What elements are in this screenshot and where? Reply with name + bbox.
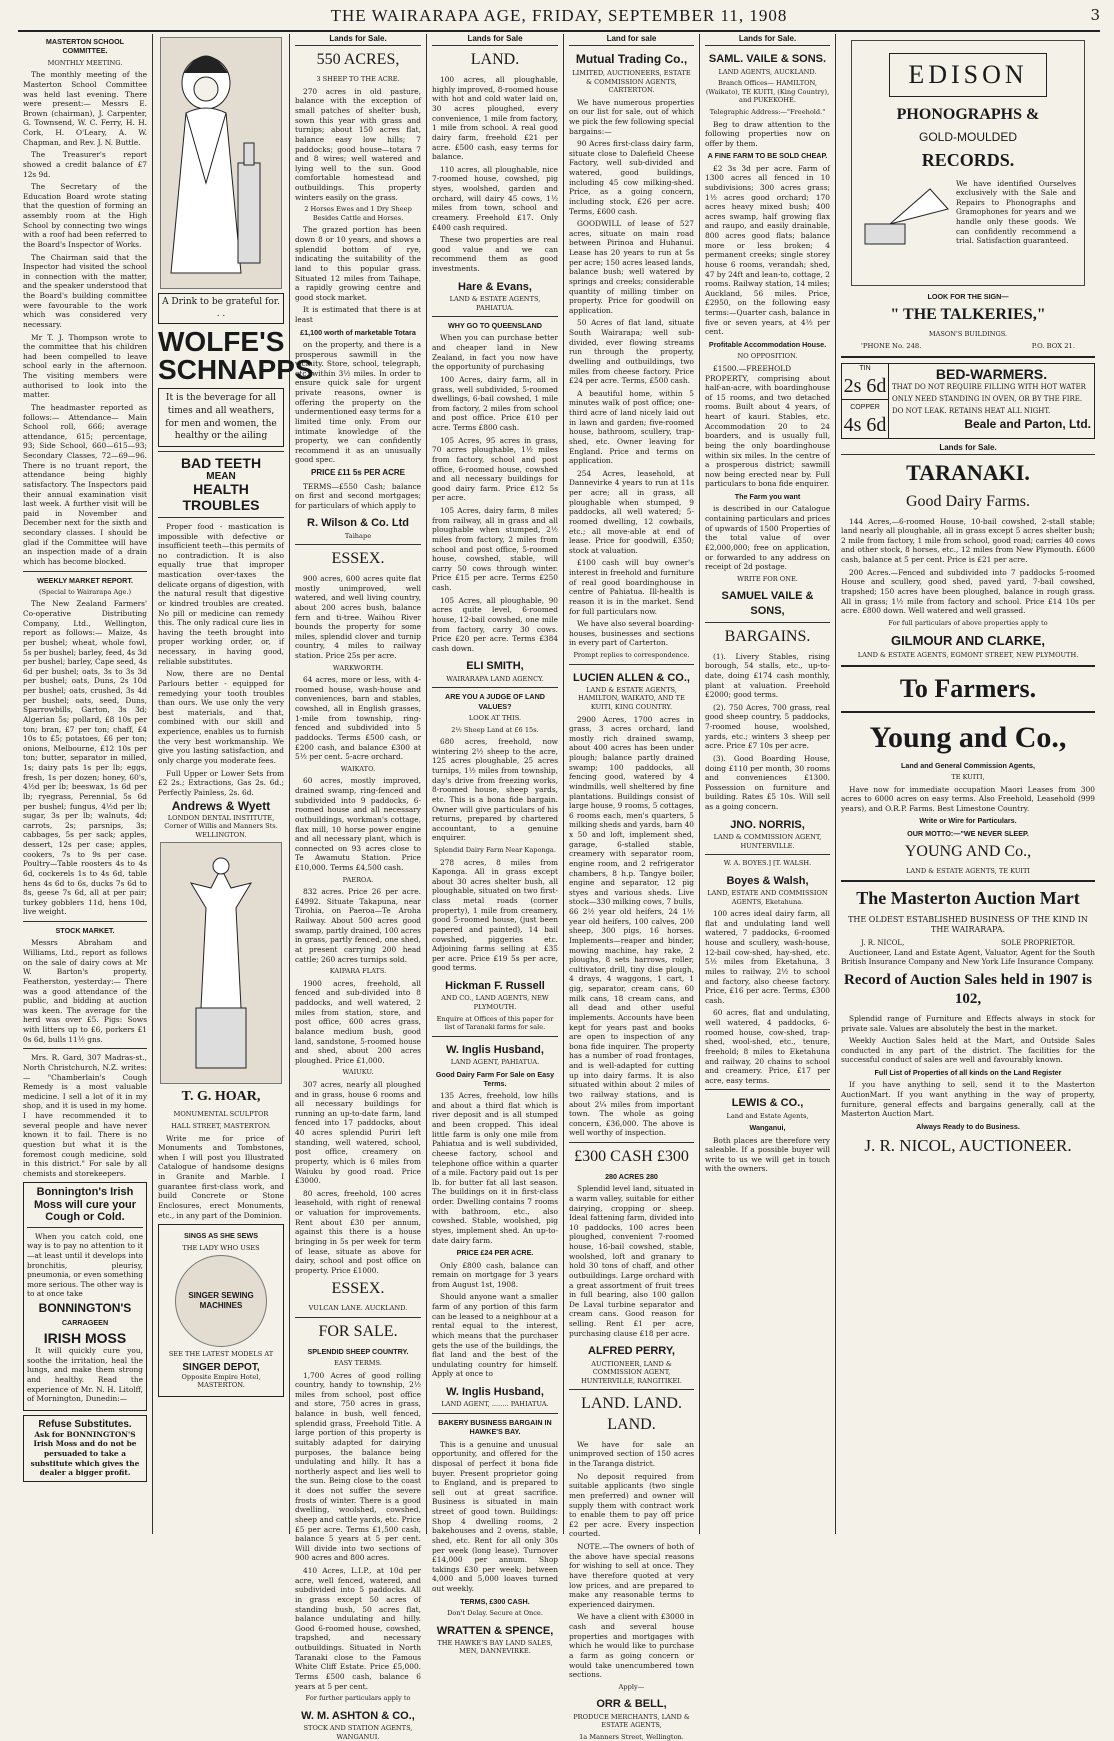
section-header: Lands for Sale.	[295, 34, 421, 46]
listing-text: 60 acres, mostly improved, drained swamp, ring-fenced and subdivided into 9 paddocks, 6-roomed house and all necessary outbuildings, workman's cottage, flax mill, 10 horse power engine and all necessary plant, which is connected on 93 acres close to Te Awamutu Station. Price £10,000. Terms £4,500 cash.	[295, 776, 421, 873]
divider	[158, 517, 284, 518]
listing-text: 110 acres, all ploughable, nice 7-roomed house, cowshed, pig styes, woolshed, garden and orchard, will dairy 45 cows, 1½ miles from town, school and creamery. Freehold £17. Only £400 cash required.	[432, 164, 558, 232]
school-subheading: MONTHLY MEETING.	[47, 58, 123, 67]
listing-text: 135 Acres, freehold, low hills and about a third flat which is river deposit and is all stumped and been cropped. This ideal little farm is only one mile from Pahiatua and is well subdivided, cheese factory, school and telephone office within a quarter of a mile. Factory paid out 1s per lb. for butter fat all last season. The buildings on it in first-class order. Dwelling contains 7 rooms with bathroom, etc., also cowshed. Stable, woolshed, pig styes, implement shed. An up-to-date dairy farm.	[432, 1091, 558, 1245]
wolfe-schnapps-title: WOLFE'S SCHNAPPS	[158, 326, 314, 386]
young-town: TE KUITI,	[951, 772, 985, 781]
listing-subheading: WRITE FOR ONE.	[737, 574, 798, 583]
listing-text: If you have anything to sell, send it to the Masterton AuctionMart. If you want anything in the way of property, furniture, general effects and bargains generally, call at the Masterton Auction Mart.	[841, 1080, 1095, 1119]
listing-heading: Good Dairy Farm For Sale on Easy Terms.	[435, 1069, 555, 1088]
dentist-name: Andrews & Wyett	[171, 799, 271, 814]
enquire-note: Enquire at Offices of this paper for list of Taranaki farms for sale.	[436, 1014, 554, 1032]
copper-price: 4s 6d	[843, 413, 887, 436]
listing-text: We have also several boarding-houses, businesses and sections in every part of Carterton.	[569, 619, 694, 648]
edison-address: MASON'S BUILDINGS.	[928, 330, 1008, 339]
listing-text: 64 acres, more or less, with 4-roomed house, wash-house and conveniences, barn and stables, cowshed, all in English grasses, 1-mile from township, ring-fenced and subdivided into 5 paddocks. Terms £500 cash, or £200 cash, and balance £300 at 5½ per cent. 5-acre orchard.	[295, 675, 421, 762]
lady-with-bottle-illustration	[160, 37, 282, 289]
singer-title: SINGS AS SHE SEWS	[183, 1231, 259, 1241]
listing-subheading: EASY TERMS.	[334, 1358, 382, 1367]
ad-paragraph: Full Upper or Lower Sets from £2 2s.; Extractions, Gas 2s. 6d.; Perfectly Painless, 2s. 6d.	[158, 768, 284, 797]
listing-heading: The Farm you want	[734, 492, 801, 502]
listing-heading: A FINE FARM TO BE SOLD CHEAP.	[707, 151, 828, 161]
bed-warmer-agent: Beale and Parton, Ltd.	[964, 416, 1091, 431]
listing-text: Beg to draw attention to the following properties now on offer by them.	[705, 119, 830, 148]
agent-town: Wanganui,	[749, 1123, 786, 1133]
listing-text: 200 Acres.—Fenced and subdivided into 7 paddocks 5-roomed House and scullery, good shed, paved yard, 7-bail cowshed, trapshed; 150 acres have been ploughed, balance in rough grass. All in grass; 1½ mile from factory and school. Price £14 10s per acre. £800 down. Well watered and well grassed.	[841, 567, 1095, 616]
hoar-trade: MONUMENTAL SCULPTOR	[173, 1110, 269, 1119]
agent-name: GILMOUR AND CLARKE,	[890, 633, 1046, 649]
listing-text: 80 acres, freehold, 100 acres leasehold, with right of renewal or valuation for improvements. Rent about £30 per annum, against this there is a house bringing in 5s per week for term of lease, situate as above for dairy, school and post office on property. Price £1000.	[295, 1188, 421, 1275]
mart-always: Always Ready to do Business.	[916, 1121, 1020, 1131]
listing-text: 100 acres, all ploughable, highly improved, 8-roomed house with hot and cold water laid on, 30 acres ploughed, every convenience, 1 mile from factory, 1 mile from school. A real good dairy farm, freehold £21 per acre. £500 cash, easy terms for balance.	[432, 75, 558, 162]
divider	[705, 622, 830, 623]
listing-text: 1,700 Acres of good rolling country, handy to township, 2½ miles from school, post office and store, 750 acres in grass, balance in bush, well fenced, splendid grass, Freehold Title. A large portion of this property is suitably adapted for dairying purposes, the balance being undulating and hilly. It has a northerly aspect and lies well to the sun. Being close to the coast it does not suffer the severe frosts of winter. There is a good dwelling, woolshed, cowshed, sheep and cattle yards, etc. Price £5 per acre. Terms £1,500 cash, balance 5 years at 5 per cent. Will divide into two sections of 900 acres and 800 acres.	[295, 1370, 421, 1563]
bed-warmer-text: THAT DO NOT REQUIRE FILLING WITH HOT WATER ONLY NEED STANDING IN OVEN, OR BY THE FIRE. DO NOT LEAK. RETAINS HEAT ALL NIGHT.	[892, 382, 1086, 415]
listing-subheading: 2½ Sheep Land at £6 15s.	[451, 725, 539, 734]
edison-line: PHONOGRAPHS &	[896, 105, 1040, 123]
divider	[23, 571, 147, 572]
agent-town: Taihape	[344, 531, 372, 540]
listing-text: 2900 Acres, 1700 acres in grass, 3 acres orchard, land mostly rich drained swamp, about 400 acres has been under plough; balance partly drained swamp; 100 paddocks, all fencing good, watered by 4 windmills, well sheltered by fine plantations. Buildings consist of large house, 9 rooms, 5 cottages, 6 rooms each, men's quarters, 5 milking sheds and yards, barn 40 x 50 and loft, implement shed, garage, 6-stalled stable, creamery with separator room, engine room, and 2 refrigerator chambers, 8 h.p. Tangye boiler, engine and separator, 12 pig styes and various sheds. Live stock—330 milking cows, 7 bulls, 66 2½ year old heifers, 24 1½ year old heifers, 100 calves, 200 sheep, 300 pigs, 16 horses. Implements—reaper and binder, mowing machine, hay rake, 2 ploughs, 8 sets harrows, roller, cultivator, drill, tiny dise plough, 4 drays, 4 waggons, 1 cart, 1 gig, separator, cream cans, 60 milk cans, 18 cream cans, and all dead and other useful implements. Accounts have been kept for years past and books are open to inspection of any bona fide inquirer. The property has a number of road frontages, and is well-adapted for cutting up into dairy farms. It is also situated within about 2 miles of two railway stations, and is about 2¼ miles from important town. The whole as going concern, £36,000. The above is well worthy of inspection.	[569, 714, 694, 1138]
agent-address: LAND AGENT, ........ PAHIATUA.	[441, 1400, 549, 1409]
section-header: Lands for Sale.	[705, 34, 830, 46]
hoar-address: HALL STREET, MASTERTON.	[171, 1122, 271, 1131]
mart-register: Full List of Properties of all kinds on the Land Register	[874, 1068, 1062, 1078]
mart-proprietor	[841, 939, 1095, 948]
column-2	[153, 34, 314, 1534]
divider	[23, 1048, 147, 1049]
column-5	[564, 34, 699, 1741]
edison-line: RECORDS.	[921, 150, 1015, 171]
listing-text: 307 acres, nearly all ploughed and in grass, house 6 rooms and all necessary buildings for running an up-to-date farm, land fenced into 17 paddocks, about 40 acres splendid Puriri left standing, well watered, school, post office, creamery on property, which is 6 miles from Waiuku by good road. Price £3000.	[295, 1079, 421, 1186]
listing-subheading: WAIUKU.	[342, 1068, 374, 1077]
listing-subheading: Don't Delay. Secure at Once.	[447, 1609, 543, 1618]
agent-address: 1a Manners Street, Wellington.	[579, 1732, 684, 1741]
article-paragraph: Mr T. J. Thompson wrote to the committee that his children had been compelled to leave school early in the afternoon. The visiting members were authorised to look into the matter.	[23, 332, 147, 400]
listing-apply: Apply—	[618, 1682, 645, 1691]
agent-name: ALFRED PERRY,	[588, 1345, 675, 1358]
divider	[841, 880, 1095, 882]
article-paragraph: The Treasurer's report showed a credit balance of £7 12s 9d.	[23, 150, 147, 179]
listing-subheading: PAEROA.	[342, 875, 374, 884]
mart-subtitle: THE OLDEST ESTABLISHED BUSINESS OF THE KIND IN THE WAIRARAPA.	[848, 914, 1088, 935]
listing-text: 105 Acres, 95 acres in grass, 70 acres ploughable, 1½ miles from factory, school and post office, 6-roomed house, cowshed and all necessary buildings for good dairy farm. Price £12 5s per acre.	[432, 435, 558, 503]
agent-address: LAND, ESTATE AND COMMISSION AGENTS, Eketahuna.	[707, 889, 828, 906]
edison-look: LOOK FOR THE SIGN—	[927, 292, 1009, 301]
bonnington-brand: IRISH MOSS	[43, 1329, 127, 1346]
listing-apply: For further particulars apply to	[305, 1694, 411, 1703]
bed-warmer-body	[889, 364, 1094, 438]
listing-text: Should anyone want a smaller farm of any portion of this farm can be leased to a neighbour at a rental equal to the interest, which means that the purchaser gets the use of the buildings, the flat land and the best of the undulating country for himself. Apply at once to	[432, 1292, 558, 1379]
mart-title: The Masterton Auction Mart	[856, 888, 1080, 909]
edison-box: P.O. BOX 21.	[1031, 341, 1075, 350]
listing-text: 278 acres, 8 miles from Kaponga. All in grass except about 30 acres shelter bush, all ploughable, situated on two first-class metal roads (corner property), 1 mile from creamery, good 5-roomed house, (just been papered and painted), 14 bail cowshed, piggeries etc. Adjoining farms selling at £35 per acre. Price £19 5s per acre, good terms.	[432, 857, 558, 973]
agent-name: ORR & BELL,	[596, 1698, 667, 1711]
agent-name: Hare & Evans,	[458, 280, 532, 293]
bonnington-headline: Bonnington's Irish Moss will cure your Cough or Cold.	[33, 1186, 137, 1223]
listing-text: Auctioneer, Land and Estate Agent, Valuator, Agent for the South British Insurance Company and New York Life Insurance Company.	[841, 947, 1095, 967]
listing-text: When you can purchase better and cheaper land in New Zealand, in fact you now have the opportunity of purchasing	[432, 333, 558, 372]
agent-address: Land and Estate Agents,	[726, 1111, 809, 1120]
listing-text: TERMS—£550 Cash; balance on first and second mortgages; for particulars of which apply to	[295, 481, 421, 510]
wolfe-tagline: A Drink to be grateful for. . .	[158, 293, 284, 324]
listing-text: 144 Acres,—6-roomed House, 10-bail cowshed, 2-stall stable; land nearly all ploughable, all in grass except 5 acres shelter bush; 2 mile from factory, 1 mile from school, good road; carries 40 cows and other stock, 8 horses, etc., 12 miles from New Plymouth. £600 cash, balance at 5 per cent. Price is £21 per acre.	[841, 516, 1095, 565]
listing-text: 900 acres, 600 acres quite flat mostly unimproved, well watered, and well living country, about 200 acres bush, balance fern and ti-tree. Waihou River bounds the property for some miles, splendid clover and turnip country, 4 miles to railway station. Price 25s per acre.	[295, 574, 421, 661]
market-subheading: (Special to Wairarapa Age.)	[38, 587, 132, 596]
singer-ad	[158, 1224, 284, 1397]
refuse-ad	[23, 1415, 147, 1482]
column-6	[700, 34, 835, 1534]
divider	[158, 451, 284, 452]
divider	[295, 1317, 421, 1318]
article-paragraph: The New Zealand Farmers' Co-operative Distributing Company, Ltd., Wellington, report as follows:— Maize, 4s per bushel; wheat, whole fowl, 5s per bushel; barley, feed, 4s 3d per bushel; barley, Cape seed, 4s 6d per bushel; oats, 3s to 3s 3d per bushel; oats, Duns, 2s 10d per bushel; oats, crushed, 3s 4d per bushel; oats, seed, Duns, Sparrowbills, Garton, 3s 3d; Algerian 5s; pollard, £8 10s per ton; bran, £7 per ton; chaff, £4 10s to £5; potatoes, £6 per ton; onions, Melbourne, £12 10s per ton; butter, separator in milled, 1s; dairy pats 1s per lb; eggs, fresh, 1s per dozen; honey, 60's, 4½d per lb; beeswax, 1s 6d per lb; ryegrass, Perennial, 5s 6d per bushel; fungus, 4½d per lb; sugar, 3s per lb; walnuts, 4d; carrots, 2s; parsnips, 3s; cabbages, 5s per sack; apples, dessert, 12s per case; apples, cookers, 7s to 9s per case. Poultry—Table roosters 4s to 4s 6d, cockerels 1s to 4s 6d, table hens 4s 6d to 6s, ducks 7s 6d to 8s, geese 7s 6d, all at per pair; turkey gobblers 11d, hens 10d, live weight.	[23, 599, 147, 917]
edison-sign: " THE TALKERIES,"	[890, 306, 1046, 324]
agent-name: JNO. NORRIS,	[730, 818, 805, 831]
listing-heading: BARGAINS.	[724, 627, 811, 645]
tin-price: 2s 6d	[843, 374, 887, 397]
monument-illustration	[160, 842, 282, 1084]
article-paragraph: The Chairman said that the Inspector had visited the school in connection with the matter, and the speaker understood that the Board's building committee were favourable to the work which was considered very necessary.	[23, 252, 147, 329]
listing-apply: For full particulars of above properties apply to	[888, 618, 1048, 627]
listing-text: This is a genuine and unusual opportunity, and offered for the disposal of perfect it bona fide buyer. Present proprietor going to England, and is prepared to sell out at great sacrifice. Business is situated in main street of good town. Buildings: Shop 4 dwelling rooms, 2 bakehouses and 2 ovens, stable, shed, etc. Rent for all only 30s per week (long lease). Turnover £14,000 per annum. Shop takings £30 per week; between 4,000 and 5,000 loaves turned out weekly.	[432, 1439, 558, 1594]
divider	[432, 316, 558, 317]
listing-note: Prompt replies to correspondence.	[573, 651, 690, 660]
listing-text: We have a client with £3000 in cash and several house properties and mortgages with which he would like to purchase a farm as going concern or would take unencumbered town sections.	[569, 1612, 694, 1680]
listing-text: It is estimated that there is at least	[295, 305, 421, 324]
article-paragraph: Mrs. R. Gard, 307 Madras-st., North Christchurch, N.Z. writes:— "Chamberlain's Cough Remedy is a most valuable medicine. I sell a lot of it in my shop, and it is used in my home. I have recommended it to several people and have never known it to fail. There is no question but what it is the foremost cough medicine, sold in this district." For sale by all chemists and storekeepers.	[23, 1053, 147, 1178]
listing-price: PRICE £24 PER ACRE.	[456, 1248, 534, 1258]
divider	[432, 687, 558, 688]
divider	[569, 664, 694, 665]
singer-text: SEE THE LATEST MODELS AT	[168, 1350, 274, 1359]
agent-address: PRODUCE MERCHANTS, LAND & ESTATE AGENTS,	[573, 1712, 690, 1730]
agent-address: THE HAWKE'S BAY LAND SALES, MEN, DANNEVIRKE.	[437, 1638, 553, 1656]
divider	[841, 711, 1095, 713]
listing-text: on the property, and there is a prosperous sawmill in the vicinity. Store, school, telegraph, etc. within 3½ miles. In order to ensure quick sale for urgent private reasons, owner is offering the property on the undermentioned easy terms for a limited time only. From our intimate knowledge of the property, we can confidently recommend it as an unusually good spec.	[295, 339, 421, 465]
telegraphic-address: Telegraphic Address:—"Freehold."	[709, 107, 826, 116]
divider	[841, 356, 1095, 358]
listing-heading: ESSEX.	[331, 550, 385, 568]
divider	[569, 1389, 694, 1390]
farmers-heading: To Farmers.	[899, 673, 1037, 703]
singer-brand: SINGER SEWING MACHINES	[188, 1290, 254, 1311]
young-name: YOUNG AND Co.,	[904, 843, 1032, 861]
listing-subheading: WARKWORTH.	[332, 663, 384, 672]
listing-text: Splendid level land, situated in a warm valley, suitable for either dairying, cropping or sheep. Ideal fattening farm, divided into 10 paddocks, 100 acres been ploughed, convenient 7-roomed house, 16-bail cowshed, stable, woolshed, loft and granary to hold 30 tons of chaff, and other outbuildings. Large orchard with a great assortment of fruit trees in full bearing, also 100 gallon De Laval turbine separator and cream cans. Good reason for selling. Rent £1 per acre, purchasing clause £18 per acre.	[569, 1184, 694, 1338]
listing-text: (1). Livery Stables, rising borough, 54 stalls, etc., up-to-date, doing £174 cash monthly, plant at valuation. Freehold £2000; good terms.	[705, 651, 830, 700]
singer-depot: SINGER DEPOT,	[182, 1361, 260, 1373]
stock-heading: STOCK MARKET.	[55, 926, 115, 936]
listing-text: Weekly Auction Sales held at the Mart, and Outside Sales conducted in any part of the district. The facilities for the successful conduct of sales are well and favourably known.	[841, 1036, 1095, 1065]
young-subtitle: Land and General Commission Agents,	[901, 760, 1035, 770]
divider	[705, 1089, 830, 1090]
listing-heading: ARE YOU A JUDGE OF LAND VALUES?	[445, 692, 545, 711]
bonnington-brand: CARRAGEEN	[61, 1318, 109, 1328]
hoar-name: T. G. HOAR,	[181, 1089, 261, 1105]
agent-address: STOCK AND STATION AGENTS, WANGANUI.	[303, 1724, 413, 1741]
listing-heading: LAND. LAND. LAND.	[581, 1395, 682, 1434]
agent-name: LEWIS & CO.,	[731, 1097, 804, 1110]
listing-text: 60 acres, flat and undulating, well watered, 4 paddocks, 6-roomed house, cow-shed, trap-shed, wool-shed, etc., tenure, freehold; 8 miles to Eketahuna and railway, 20 chains to school and creamery. Price, £17 per acre, easy terms.	[705, 1008, 830, 1085]
listing-text: 832 acres. Price 26 per acre. £4992. Situate Takapuna, near Tirohia, on Paeroa—Te Aroha Railway. About 500 acres good swamp, partly drained, 100 acres in grass, partly fenced, one shed, at present carrying 200 head cattle; 260 acres turnips sold.	[295, 887, 421, 964]
listing-subheading: KAIPARA FLATS.	[329, 967, 387, 976]
listing-heading: ESSEX.	[331, 1280, 385, 1298]
listing-text: 254 Acres, leasehold, at Dannevirke 4 years to run at 11s per acre; all in grass, all ploughable when stumped, 9 paddocks, all well watered; 5-roomed dwelling, 12 cowbails, etc.; all move-able at end of lease. Price for goodwill, £350; stock at valuation.	[569, 468, 694, 555]
copper-label: COPPER	[842, 399, 888, 412]
divider	[295, 544, 421, 545]
article-paragraph: Messrs Abraham and Williams, Ltd., report as follows on the sale of dairy cows at Mr W. Barton's property, Featherston, yesterday:— There was a good attendance of the public, and bidding at auction was keen. The average for the herd was over £5. Pigs: Sows with litters up to £6, porkers £1 0s 6d, bulls 11½ gns.	[23, 938, 147, 1044]
teeth-heading: MEAN	[206, 471, 236, 483]
listing-text: 105 Acres, dairy farm, 8 miles from railway, all in grass and all ploughable when stumped, 2½ miles from factory, 2 miles from school and post office, 5-roomed house, cowshed, stable, will carry 50 cows through winter. Price £15 per acre. Terms £250 cash.	[432, 506, 558, 593]
bonnington-ad	[23, 1182, 147, 1410]
agent-name: SAML. VAILE & SONS.	[708, 53, 827, 66]
listing-text: 100 Acres, dairy farm, all in grass, well subdivided, 5-roomed dwellings, 6-bail cowshed, 1 mile from factory, 2 miles from school and post office. Price £10 per acre. Terms £800 cash.	[432, 374, 558, 433]
article-paragraph: The Secretary of the Education Board wrote stating that the question of forming an assembly room at the High School by connecting two wings with a roof had been referred to the Board's Inspector of Works.	[23, 182, 147, 249]
divider	[841, 665, 1095, 667]
refuse-text: Ask for BONNINGTON'S Irish Moss and do not be persuaded to take a substitute which gives the dealer a bigger profit.	[30, 1429, 140, 1478]
agent-address: AUCTIONEER, LAND & COMMISSION AGENT, HUNTERVILLE, RANGITIKEI.	[581, 1359, 682, 1385]
listing-subheading: 2 Horses Ewes and 1 Dry Sheep Besides Cattle and Horses.	[304, 205, 412, 222]
young-wire: Write or Wire for Particulars.	[919, 816, 1017, 826]
column-1	[18, 34, 152, 1534]
page-number: 3	[1090, 6, 1100, 24]
listing-text: 50 Acres of flat land, situate South Wairarapa; well sub-divided, ever flowing streams run through the property, dwelling and outbuildings, two miles from cheese factory. Price £24 per acre. Terms, £500 cash.	[569, 318, 694, 386]
agent-name: W. Inglis Husband,	[446, 1386, 544, 1399]
listing-text: We have numerous properties on our list for sale, out of which we pick the few following special bargains:—	[569, 97, 694, 136]
edison-line: GOLD-MOULDED	[918, 129, 1017, 144]
ad-paragraph: Now, there are no Dental Parlours better - equipped for remedying your tooth troubles than ours. We use only the very best materials, and that, combined with our skill and experience, enables us to furnish the very best workmanship. We give you lasting satisfaction, and only charge you moderate fees.	[158, 669, 284, 765]
listing-text: Splendid range of Furniture and Effects always in stock for private sale. Values are absolutely the best in the market.	[841, 1013, 1095, 1033]
agent-name: W. Inglis Husband,	[446, 1043, 544, 1056]
bonnington-brand: BONNINGTON'S	[38, 1301, 132, 1316]
bed-warmer-prices	[842, 364, 889, 438]
article-paragraph: The headmaster reported as follows:— Attendance— Main School roll, 666; average attendance, 615; percentage, 93; Side School, 660—615—93; Secondary Classes, 72—69—96. There is no truant report, the attendance being highly satisfactory. The Inspectors paid their annual examination visit last week. A further visit will be paid in November and December next for the sixth and secondary classes. I should be glad if the Committee will have an inspection made of a drain which has become blocked.	[23, 402, 147, 566]
listing-text: 410 Acres, L.I.P., at 10d per acre, well fenced, watered, and subdivided into 5 paddocks. All in grass except 50 acres of standing bush, 50 acres flat, balance undulating and hilly. Good 6-roomed house, cowshed, trapshed, and necessary outbuildings. Situated in North Taranaki close to the Famous White Cliff Estate. Price £5,000. Terms £500 cash, balance 6 years at 5 per cent.	[295, 1566, 421, 1691]
teeth-heading: BAD TEETH	[180, 454, 262, 471]
dentist-address: LONDON DENTAL INSTITUTE, Corner of Willis and Manners Sts. WELLINGTON.	[164, 813, 278, 839]
listing-heading: BAKERY BUSINESS BARGAIN IN HAWKE'S BAY.	[438, 1417, 552, 1437]
listing-subheading: 3 SHEEP TO THE ACRE.	[316, 75, 400, 84]
agent-address: WAIRARAPA LAND AGENCY.	[446, 674, 544, 683]
section-header: Land for sale	[569, 34, 694, 46]
agent-name: ELI SMITH,	[466, 660, 524, 673]
listing-text: 100 acres ideal dairy farm, all flat and undulating land well watered, 7 paddocks, 6-roomed house and scullery, wash-house, 12-bail cow-shed, hay-shed, etc. 5½ miles from Eketahuna, 3 miles to railway, 2½ to school and factory, also cheese factory. Price, £16 per acre. Terms, £300 cash.	[705, 909, 830, 1005]
listing-text: 105 Acres, all ploughable, 90 acres quite level, 6-roomed house, 12-bail cowshed, one mile from factory, carry 30 cows. Price £20 per acre. Terms £384 cash down.	[432, 595, 558, 653]
section-header: Lands for Sale	[432, 34, 558, 46]
edison-contacts	[841, 342, 1095, 351]
listing-text: NOTE.—The owners of both of the above have special reasons for wishing to sell at once. They have therefore quoted at very low prices, and are prepared to make any reasonable terms to experienced dairymen.	[569, 1542, 694, 1609]
listing-heading: TARANAKI.	[906, 460, 1030, 486]
agent-address: LAND & COMMISSION AGENT, HUNTERVILLE.	[713, 833, 822, 850]
school-heading: MASTERTON SCHOOL COMMITTEE.	[45, 37, 125, 56]
agent-name: Boyes & Walsh,	[726, 874, 809, 887]
listing-text: No deposit required from suitable applicants (two single men preferred) and owner will supply them with contract work to enable them to pay off price £2 per acre. Every inspection courted.	[569, 1471, 694, 1539]
market-heading: WEEKLY MARKET REPORT.	[37, 575, 133, 585]
wolfe-body: It is the beverage for all times and all weathers, for men and women, the healthy or the ailing	[158, 388, 284, 446]
agent-address: LAND AGENT, PAHIATUA.	[450, 1057, 540, 1066]
agent-address: LAND & ESTATE AGENTS, PAHIATUA.	[449, 294, 541, 312]
divider	[705, 854, 830, 855]
agent-address: LAND & ESTATE AGENTS, HAMILTON, WAIKATO, AND TE KUITI, KING COUNTRY.	[578, 685, 685, 712]
listing-highlight: £1,100 worth of marketable Totara	[300, 327, 416, 337]
divider	[569, 1142, 694, 1143]
edison-phone: 'PHONE No. 248.	[861, 341, 922, 350]
divider	[27, 1227, 143, 1228]
listing-subheading: Splendid Dairy Farm Near Kaponga.	[434, 846, 556, 855]
listing-text: The grazed portion has been down 8 or 10 years, and shows a splendid bottom of rye, indicating the suitability of the land to this popular grass. Situated 12 miles from Taihape, a rapidly growing centre and good stock market.	[295, 225, 421, 302]
edison-ad	[851, 40, 1085, 286]
listing-heading: 550 ACRES,	[316, 51, 400, 69]
phonograph-icon	[860, 179, 950, 249]
agent-address: VULCAN LANE. AUCKLAND.	[308, 1304, 408, 1313]
listing-text: We have for sale an unimproved section of 150 acres in the Taranga district.	[569, 1439, 694, 1469]
listing-subheading: SPLENDID SHEEP COUNTRY.	[307, 1346, 409, 1356]
bed-warmer-title: BED-WARMERS.	[935, 365, 1048, 382]
agent-name: Hickman F. Russell	[445, 980, 545, 993]
listing-text: (2). 750 Acres, 700 grass, real good sheep country, 5 paddocks, 7-roomed house, woolshed, yards, etc.; winters 3 sheep per acre. Price £7 10s per acre.	[705, 702, 830, 751]
listing-subheading: LOOK AT THIS.	[468, 714, 522, 723]
column-4	[427, 34, 563, 1656]
divider	[23, 921, 147, 922]
young-name: Young and Co.,	[869, 720, 1067, 754]
listing-text: A beautiful home, within 5 minutes walk of post office; one-third acre of land nicely laid out in lawn and garden; five-roomed house, bathroom, scullery, trap-shed, etc. Owner leaving for England. Price and terms on application.	[569, 388, 694, 466]
divider	[432, 1413, 558, 1414]
listing-text: 680 acres, freehold, now wintering 2½ sheep to the acre, 125 acres ploughable, 25 acres turnips, 1½ miles from township, day's drive from freezing works, 8-roomed house, sheep yards, etc. This is a bona fide bargain. Owner will give particulars of his returns, prepared by chartered accountant, to a genuine enquirer.	[432, 737, 558, 843]
column-3	[290, 34, 426, 1741]
mart-owner: J. R. NICOL,	[861, 938, 905, 947]
listing-subheading: WAIKATO.	[340, 764, 376, 773]
refuse-heading: Refuse Substitutes.	[38, 1418, 132, 1430]
agent-partners: W. A. BOYES.] [T. WALSH.	[723, 859, 812, 868]
listing-text: GOODWILL of lease of 527 acres, situate on main road between Pirinoa and Huhanui. Lease has 20 years to run at 5s per acre; 150 acres leased lands, balance bush; well watered by springs and creeks; considerable quantity of milling timber on property. Price for goodwill on application.	[569, 219, 694, 315]
masthead	[18, 6, 1100, 32]
divider	[432, 1036, 558, 1037]
tin-label: TIN	[859, 364, 871, 372]
singer-subtitle: THE LADY WHO USES	[182, 1243, 260, 1252]
listing-text: Both places are therefore very saleable. If a possible buyer will write to us we will get in touch with the owners.	[705, 1135, 830, 1174]
singer-logo	[175, 1255, 267, 1347]
edison-body	[860, 179, 1076, 249]
listing-text: 1900 acres, freehold, all fenced and sub-divided into 8 paddocks, and well watered, 2 miles from station, store, and post office, 600 acres grass, balance medium bush, good land, sandstone, 5-roomed house and shed, about 200 acres ploughed. Price £1,000.	[295, 978, 421, 1065]
agent-name: W. M. ASHTON & CO.,	[301, 1709, 415, 1722]
listing-text: 270 acres in old pasture, balance with the exception of small patches of shelter bush, sown this year with grass and turnips; about 150 acres flat, balance easy low hills; 7 paddocks; good house—totara 7 and 8 wires; well watered and lying well to the sun. Good comfortable homestead and outbuildings. This property winters easily on the grass.	[295, 86, 421, 202]
edison-title: EDISON	[889, 53, 1046, 97]
young-motto: OUR MOTTO:—"WE NEVER SLEEP.	[907, 828, 1029, 838]
listing-heading: LAND.	[470, 51, 520, 69]
agent-name: R. Wilson & Co. Ltd	[307, 517, 409, 530]
listing-price: TERMS, £300 CASH.	[460, 1596, 530, 1606]
bed-warmer-ad	[841, 363, 1095, 439]
agent-name: Mutual Trading Co.,	[575, 52, 688, 67]
ad-paragraph: It will quickly cure you, soothe the irritation, heal the lungs, and make them strong and healthy. Read the experience of Mr. N. H. Litolff, of Mornington, Dunedin:—	[27, 1346, 143, 1404]
listing-text: Only £800 cash, balance can remain on mortgage for 3 years from August 1st, 1908.	[432, 1260, 558, 1289]
newspaper-title: THE WAIRARAPA AGE, FRIDAY, SEPTEMBER 11, 1908	[330, 6, 788, 25]
mart-auctioneer: J. R. NICOL, AUCTIONEER.	[864, 1136, 1072, 1156]
ad-paragraph: When you catch cold, one way is to pay no attention to it—at least until it develops into bronchitis, pleurisy, pneumonia, or even something more serious. The other way is to at once take	[27, 1231, 143, 1299]
listing-subheading: Good Dairy Farms.	[906, 492, 1030, 510]
listing-text: (3). Good Boarding House, doing £110 per month, 30 rooms and conveniences £1300. Possession on furniture and building. Rates £5 10s. Will sell as a going concern.	[705, 753, 830, 812]
branch-offices: Branch Offices— HAMILTON, (Waikato), TE KUITI, (King Country), and PUKEKOHE.	[705, 79, 830, 105]
ad-paragraph: Proper food - mastication is impossible with defective or insufficient teeth—this permits of no contradiction. It is also equally true that improper mastication over-taxes the delicate organs of digestion, with the natural result that digestive or kindred troubles are created. No pill or medicine can remedy this. The only radical cure lies in having the teeth brought into proper working order, or, if necessary, in having good, reliable substitutes.	[158, 521, 284, 666]
edison-text: We have identified Ourselves exclusively with the Sale and Repairs to Phonographs and Gramophones for years and we handle only these goods. We can confidently recommend a trial. Satisfaction guaranteed.	[956, 178, 1076, 246]
listing-heading: WHY GO TO QUEENSLAND	[448, 321, 542, 331]
listing-text: 90 Acres first-class dairy farm, situate close to Dalefield Cheese Factory, well sub-divided and watered, good buildings, including 45 cow milking-shed. Price, as a going concern, including stock, £26 per acre. Terms, £600 cash.	[569, 139, 694, 216]
mart-role: SOLE PROPRIETOR.	[1001, 938, 1075, 947]
listing-text: Have now for immediate occupation Maori Leases from 300 acres to 6000 acres on easy terms. Also Freehold, Leasehold (999 years), and O.R.P. Farms. Best Limestone Country.	[841, 784, 1095, 813]
listing-subheading: 280 ACRES 280	[605, 1171, 658, 1181]
agent-address: AND CO., LAND AGENTS, NEW PLYMOUTH.	[441, 994, 549, 1011]
listing-text: £100 cash will buy owner's interest in freehold and furniture of real good boardinghouse in centre of Pahiatua. Ill-health is reason it is in the market. Send for full particulars now.	[569, 558, 694, 616]
teeth-heading: HEALTH TROUBLES	[182, 481, 260, 513]
agent-address: LAND AGENTS, AUCKLAND.	[718, 67, 817, 76]
listing-text: £2 3s 3d per acre. Farm of 1300 acres all fenced in 10 subdivisions; 300 acres grass; 1½ acres good orchard; 170 acres heavy mixed bush; 400 acres swamp, half growing flax and raupo, and easily drainable, 800 acres good flats; balance more or less broken; 4 permanent creeks; single storey house 6 rooms, verandah; shed, 47 by 24ft and lean-to, cottage, 2 rooms. Railway station, 14 miles; Auckland, 56 miles. Price, £2950, on the following easy terms:—Quarter cash, balance in five or seven years, at 4½ per cent.	[705, 163, 830, 337]
agent-address: LAND & ESTATE AGENTS, EGMONT STREET, NEW PLYMOUTH.	[857, 651, 1079, 660]
listing-heading: £300 CASH £300	[574, 1148, 689, 1166]
listing-heading: FOR SALE.	[318, 1322, 398, 1340]
listing-price: PRICE £11 5s PER ACRE	[311, 468, 405, 478]
singer-address: Opposite Empire Hotel, MASTERTON.	[181, 1372, 261, 1390]
lady-illustration-icon	[166, 43, 276, 283]
listing-text: is described in our Catalogue containing particulars and prices of upwards of 1500 Properties of the total value of over £2,000,000; free on application, or forwarded to any address on receipt of 2d postage.	[705, 504, 830, 572]
listing-subheading: NO OPPOSITION.	[737, 352, 798, 361]
listing-text: These two properties are real good value and we can recommend them as good investments.	[432, 235, 558, 274]
angel-monument-icon	[171, 848, 271, 1078]
section-header: Lands for Sale.	[841, 443, 1095, 455]
agent-name: WRATTEN & SPENCE,	[436, 1624, 554, 1637]
young-address: LAND & ESTATE AGENTS, TE KUITI	[906, 866, 1030, 875]
agent-address: LIMITED, AUCTIONEERS, ESTATE & COMMISSION AGENTS, CARTERTON.	[572, 68, 691, 95]
mart-record: Record of Auction Sales held in 1907 is 102,	[844, 971, 1092, 1008]
listing-text: £1500.—FREEHOLD PROPERTY, comprising about half-an-acre, with boardinghouse of 15 rooms, and two detached rooms. Built about 4 years, of heart of kauri. Stables, etc. Accommodation 20 to 24 boarders, and is usually full, being the only boardinghouse within six miles. In the centre of a prosperous district; sawmill now being erected near by. Full particulars to bona fide enquirer.	[705, 363, 830, 489]
ad-paragraph: Write me for price of Monuments and Tombstones, when I will post you Illustrated Catalogue of handsome designs in Granite and Marble. I guarantee first-class work, and build Concrete or Stone Enclosures, erect Monuments, etc., in any part of the Dominion.	[158, 1133, 284, 1220]
agent-name: LUCIEN ALLEN & CO.,	[573, 671, 690, 684]
article-paragraph: The monthly meeting of the Masterton School Committee was held last evening. There were present:— Messrs E. Brown (chairman), J. Carpenter, G. Townsend, W. C. Ferry, H. H. Cork, H. O'Leary, A. W. Chapman, and Rev. J. N. Buttle.	[23, 70, 147, 147]
agent-name: SAMUEL VAILE & SONS,	[721, 590, 814, 617]
listing-heading: Profitable Accommodation House.	[708, 339, 827, 349]
column-7	[836, 34, 1100, 1534]
